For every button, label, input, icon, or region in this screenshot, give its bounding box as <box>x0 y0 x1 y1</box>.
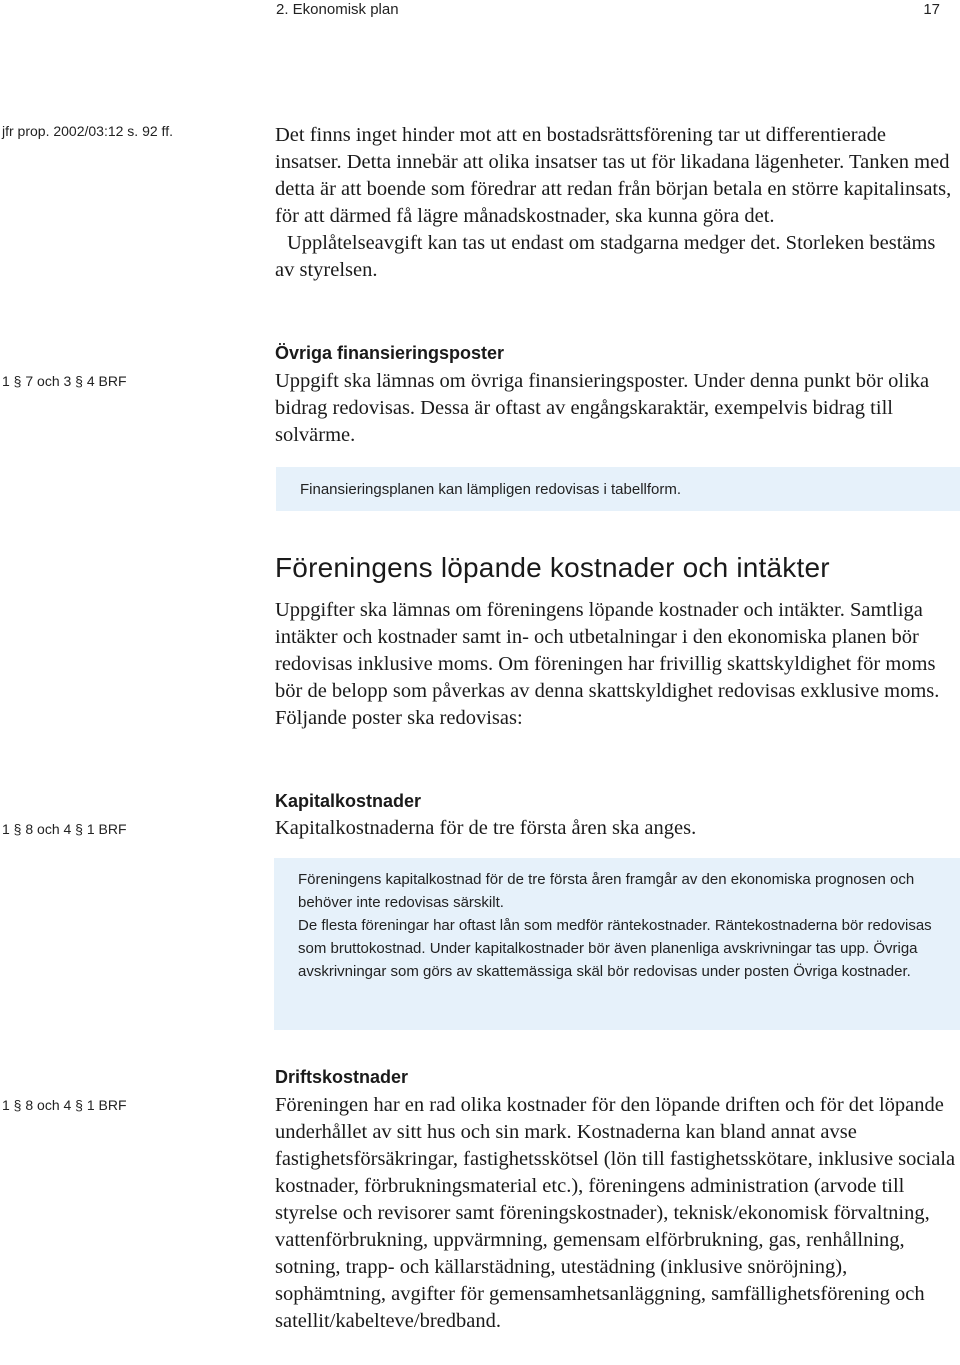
drift-text <box>275 1092 957 1335</box>
subheading-driftskostnader: Driftskostnader <box>275 1067 409 1087</box>
intro-paragraph: Det finns inget hinder mot att en bostadsrättsförening tar ut differentierade insatser. Detta innebär att olika insatser tas ut för likadana lägenheter. Tanken med detta är att boende som föredrar att redan från början betala en större kapitalinsats, för att därmed få lägre månadskostnader, ska kunna göra det. <box>275 124 952 227</box>
subheading-kapitalkostnader: Kapitalkostnader <box>275 791 422 811</box>
margin-reference: jfr prop. 2002/03:12 s. 92 ff. <box>2 123 173 139</box>
info-box-text <box>298 868 940 983</box>
info-box-paragraph: Föreningens kapitalkostnad för de tre första åren framgår av den ekonomiska prognosen och behöver inte redovisas särskilt. <box>298 871 915 911</box>
kapital-paragraph: Kapitalkostnaderna för de tre första åren ska anges. <box>275 817 697 839</box>
intro-text <box>275 122 957 284</box>
info-box <box>274 858 960 1030</box>
kapital-text <box>275 815 957 842</box>
section-paragraph: Uppgifter ska lämnas om föreningens löpande kostnader och intäkter. Samtliga intäkter och kostnader samt in- och utbetalningar i den ekonomiska planen bör redovisas inklusive moms. Om föreningen har frivillig skattskyldighet för moms bör de belopp som påverkas av denna skattskyldighet redovisas exklusive moms. Följande poster ska redovisas: <box>275 599 940 729</box>
info-box-text: Finansieringsplanen kan lämpligen redovisas i tabellform. <box>300 481 682 498</box>
page-number: 17 <box>923 1 940 18</box>
info-box <box>276 467 960 511</box>
margin-reference: 1 § 8 och 4 § 1 BRF <box>2 1097 127 1113</box>
margin-reference: 1 § 8 och 4 § 1 BRF <box>2 821 127 837</box>
subheading-ovriga: Övriga finansieringsposter <box>275 343 505 363</box>
ovriga-text <box>275 368 957 449</box>
drift-paragraph: Föreningen har en rad olika kostnader för den löpande driften och för det löpande underhållet av sitt hus och sin mark. Kostnaderna kan bland annat avse fastighetsförsäkringar, fastighetsskötsel (lön till fastighetsskötare, inklusive sociala kostnader, förbrukningsmaterial etc.), föreningens administration (arvode till styrelse och revisorer samt föreningskostnader), teknisk/ekonomisk förvaltning, vattenförbrukning, uppvärmning, gemensam elförbrukning, gas, renhållning, sotning, trapp- och källarstädning, utestädning (inklusive snöröjning), sophämtning, avgifter för gemensamhetsanläggning, samfällighetsförening och satellit/kabelteve/bredband. <box>275 1094 956 1332</box>
section-heading: Föreningens löpande kostnader och intäkter <box>275 552 830 583</box>
section-text <box>275 597 957 732</box>
running-header-section: 2. Ekonomisk plan <box>276 1 399 18</box>
info-box-paragraph: De flesta föreningar har oftast lån som medför räntekostnader. Räntekostnaderna bör redovisas som bruttokostnad. Under kapitalkostnader bör även planenliga avskrivningar tas upp. Övriga avskrivningar som görs av skattemässiga skäl bör redovisas under posten Övriga kostnader. <box>298 917 932 980</box>
intro-paragraph: Upplåtelseavgift kan tas ut endast om stadgarna medger det. Storleken bestäms av styrelsen. <box>275 232 936 281</box>
margin-reference: 1 § 7 och 3 § 4 BRF <box>2 373 127 389</box>
ovriga-paragraph: Uppgift ska lämnas om övriga finansieringsposter. Under denna punkt bör olika bidrag redovisas. Dessa är oftast av engångskaraktär, exempelvis bidrag till solvärme. <box>275 370 930 446</box>
